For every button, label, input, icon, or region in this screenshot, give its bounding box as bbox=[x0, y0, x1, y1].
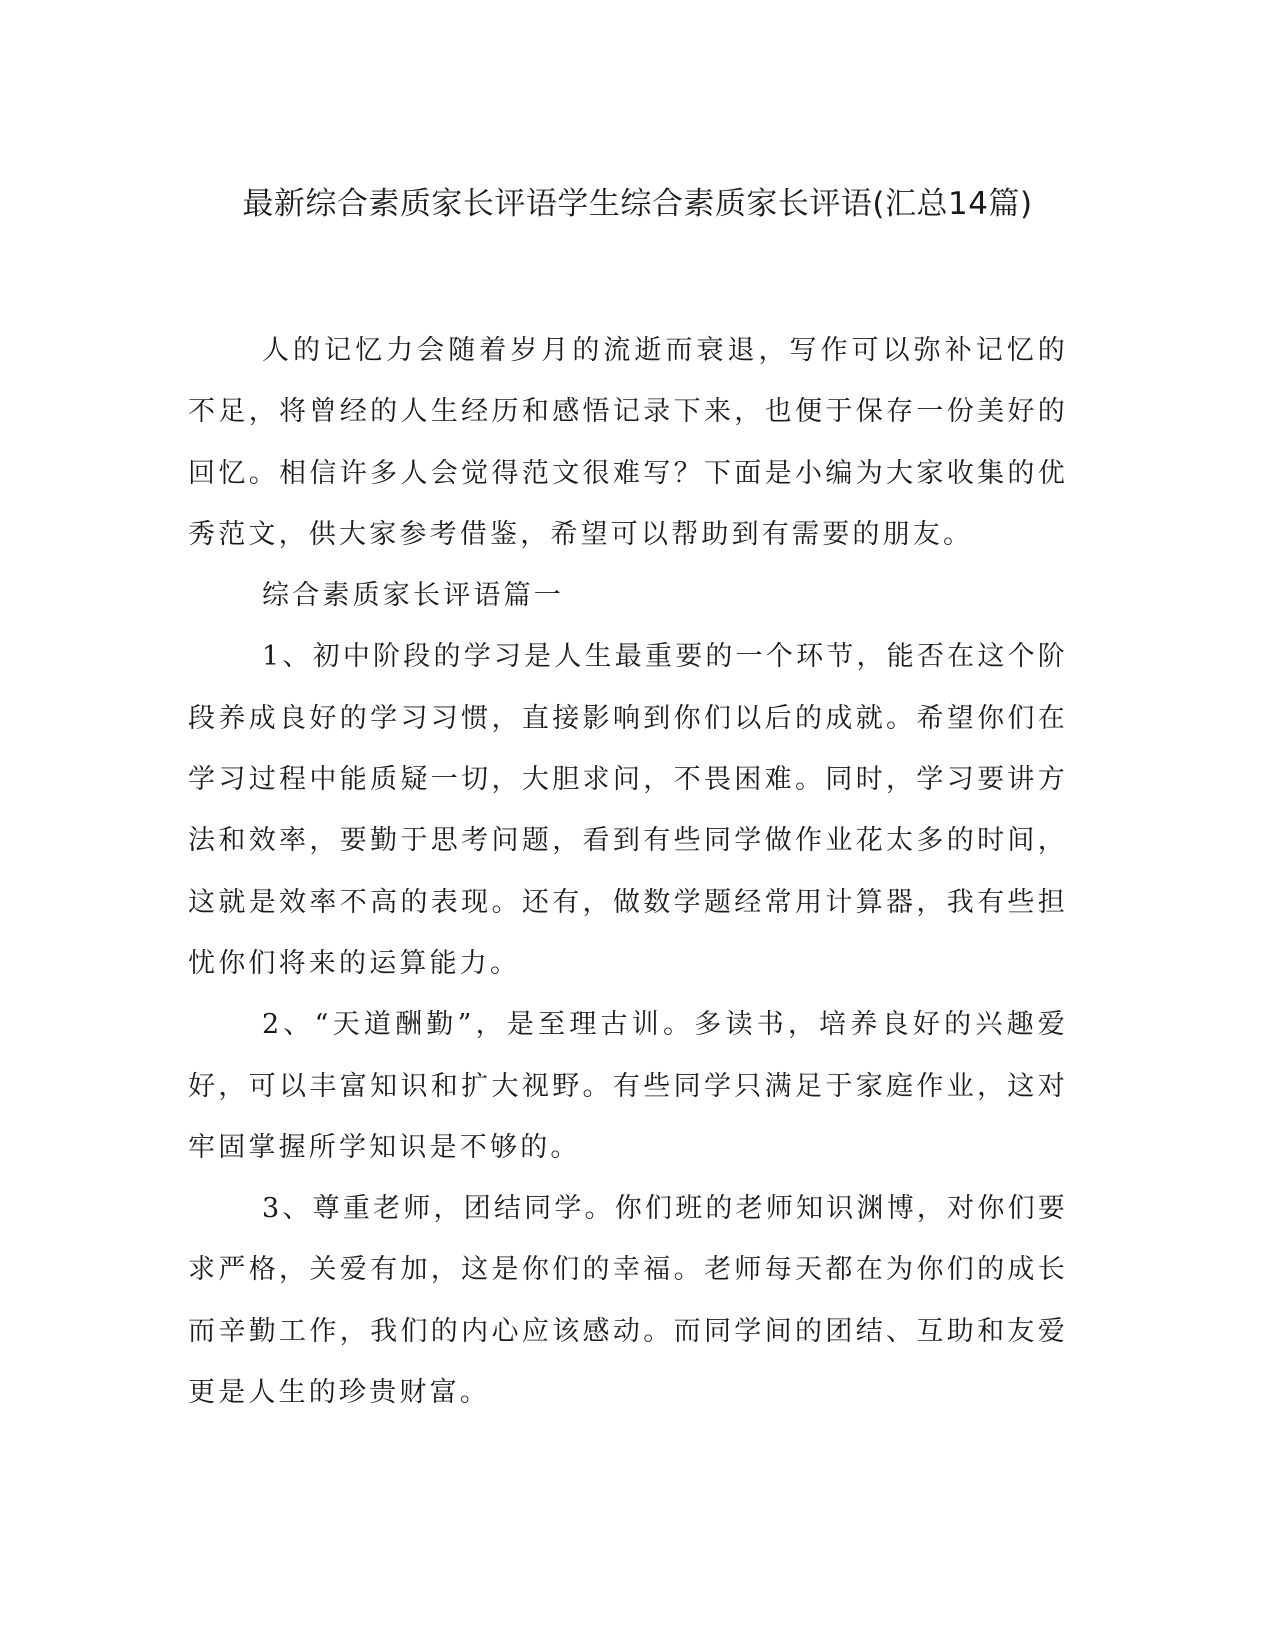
document-title: 最新综合素质家长评语学生综合素质家长评语(汇总14篇) bbox=[242, 186, 1033, 222]
intro-paragraph: 人的记忆力会随着岁月的流逝而衰退，写作可以弥补记忆的不足，将曾经的人生经历和感悟记录下来，也便于保存一份美好的回忆。相信许多人会觉得范文很难写？下面是小编为大家收集的优秀范文，供大家参考借鉴，希望可以帮助到有需要的朋友。 bbox=[188, 335, 1068, 550]
list-item: 1、初中阶段的学习是人生最重要的一个环节，能否在这个阶段养成良好的学习习惯，直接影响到你们以后的成就。希望你们在学习过程中能质疑一切，大胆求问，不畏困难。同时，学习要讲方法和效率，要勤于思考问题，看到有些同学做作业花太多的时间，这就是效率不高的表现。还有，做数学题经常用计算器，我有些担忧你们将来的运算能力。 bbox=[188, 641, 1068, 979]
list-item: 2、“天道酬勤”，是至理古训。多读书，培养良好的兴趣爱好，可以丰富知识和扩大视野。有些同学只满足于家庭作业，这对牢固掌握所学知识是不够的。 bbox=[188, 1009, 1068, 1163]
document-body bbox=[188, 320, 1068, 1423]
list-item: 3、尊重老师，团结同学。你们班的老师知识渊博，对你们要求严格，关爱有加，这是你们的幸福。老师每天都在为你们的成长而辛勤工作，我们的内心应该感动。而同学间的团结、互助和友爱更是人生的珍贵财富。 bbox=[188, 1193, 1068, 1409]
section-heading: 综合素质家长评语篇一 bbox=[262, 580, 564, 612]
